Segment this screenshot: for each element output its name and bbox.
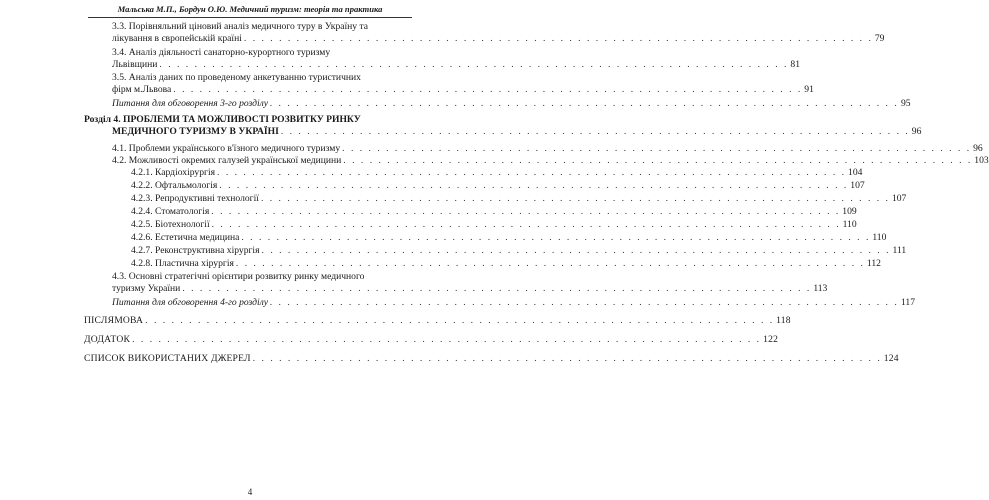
leader-dots: . . . . . . . . . . . . . . . . . . . . . . . . . . . . . . . . . . . . . . . . . . . . . . . . . . . . . . . . . . . . . . . . . . . . . . . .: [270, 98, 899, 109]
page-number: 4: [247, 487, 253, 497]
toc-entry-page: 95: [900, 98, 911, 109]
toc-entry-page: 110: [842, 219, 857, 230]
chapter-title-line2: МЕДИЧНОГО ТУРИЗМУ В УКРАЇНІ: [112, 126, 279, 137]
leader-dots: . . . . . . . . . . . . . . . . . . . . . . . . . . . . . . . . . . . . . . . . . . . . . . . . . . . . . . . . . . . . . . . . . . . . . . . .: [211, 219, 841, 230]
toc-entry-page: 91: [804, 84, 814, 95]
toc-entry-page: 107: [850, 180, 865, 191]
leader-dots: . . . . . . . . . . . . . . . . . . . . . . . . . . . . . . . . . . . . . . . . . . . . . . . . . . . . . . . . . . . . . . . . . . . . . . . .: [243, 33, 873, 44]
toc-entry-title: Питання для обговорення 3-го розділу: [112, 98, 268, 109]
toc-entry-title-line1: 4.3. Основні стратегічні орієнтири розвитку ринку медичного: [112, 271, 365, 282]
leader-dots: . . . . . . . . . . . . . . . . . . . . . . . . . . . . . . . . . . . . . . . . . . . . . . . . . . . . . . . . . . . . . . . . . . . . . . . .: [219, 180, 849, 191]
toc-entry-appendix[interactable]: [84, 333, 779, 346]
toc-entry-title-line2: туризму України: [112, 283, 181, 294]
toc-entry-page: 96: [911, 126, 922, 137]
toc-entry-title: ДОДАТОК: [84, 334, 131, 345]
toc-entry-page: 122: [763, 334, 779, 345]
toc-entry-title-line2: лікування в європейській країні: [112, 33, 242, 44]
leader-dots: . . . . . . . . . . . . . . . . . . . . . . . . . . . . . . . . . . . . . . . . . . . . . . . . . . . . . . . . . . . . . . . . . . . . . . . .: [261, 245, 891, 256]
leader-dots: . . . . . . . . . . . . . . . . . . . . . . . . . . . . . . . . . . . . . . . . . . . . . . . . . . . . . . . . . . . . . . . . . . . . . . . .: [342, 143, 972, 154]
toc-entry-page: 113: [813, 283, 828, 294]
toc-entry-title: 4.2.4. Стоматологія: [131, 206, 210, 217]
toc-entry-4-2-2[interactable]: [84, 179, 865, 192]
leader-dots: . . . . . . . . . . . . . . . . . . . . . . . . . . . . . . . . . . . . . . . . . . . . . . . . . . . . . . . . . . . . . . . . . . . . . . . .: [343, 155, 973, 166]
leader-dots: . . . . . . . . . . . . . . . . . . . . . . . . . . . . . . . . . . . . . . . . . . . . . . . . . . . . . . . . . . . . . . . . . . . . . . . .: [252, 353, 882, 364]
toc-entry-4-2-8[interactable]: [84, 257, 881, 270]
toc-entry-afterword[interactable]: [84, 314, 791, 327]
toc-entry-4-2-4[interactable]: [84, 205, 857, 218]
toc-entry-title: 4.2.1. Кардіохірургія: [131, 167, 216, 178]
leader-dots: . . . . . . . . . . . . . . . . . . . . . . . . . . . . . . . . . . . . . . . . . . . . . . . . . . . . . . . . . . . . . . . . . . . . . . . .: [159, 59, 789, 70]
leader-dots: . . . . . . . . . . . . . . . . . . . . . . . . . . . . . . . . . . . . . . . . . . . . . . . . . . . . . . . . . . . . . . . . . . . . . . . .: [132, 334, 762, 345]
toc-entry-4-3[interactable]: [84, 270, 828, 296]
toc-entry-questions-4[interactable]: [84, 296, 916, 309]
toc-entry-page: 104: [848, 167, 863, 178]
leader-dots: . . . . . . . . . . . . . . . . . . . . . . . . . . . . . . . . . . . . . . . . . . . . . . . . . . . . . . . . . . . . . . . . . . . . . . . .: [211, 206, 841, 217]
toc-entry-page: 118: [776, 315, 791, 326]
leader-dots: . . . . . . . . . . . . . . . . . . . . . . . . . . . . . . . . . . . . . . . . . . . . . . . . . . . . . . . . . . . . . . . . . . . . . . . .: [270, 297, 899, 308]
toc-entry-title-line2: фірм м.Львова: [112, 84, 172, 95]
toc-entry-questions-3[interactable]: [84, 97, 911, 110]
toc-entry-page: 96: [973, 143, 983, 154]
toc-entry-3-3[interactable]: [84, 20, 885, 46]
toc-entry-page: 79: [874, 33, 885, 44]
toc-entry-title: 4.2.8. Пластична хірургія: [131, 258, 234, 269]
toc-entry-page: 110: [872, 232, 887, 243]
toc-entry-references[interactable]: [84, 352, 899, 365]
toc-entry-page: 103: [974, 155, 989, 166]
leader-dots: . . . . . . . . . . . . . . . . . . . . . . . . . . . . . . . . . . . . . . . . . . . . . . . . . . . . . . . . . . . . . . . . . . . . . . . .: [241, 232, 871, 243]
toc-entry-title-line1: 3.4. Аналіз діяльності санаторно-курортного туризму: [112, 47, 331, 58]
toc-entry-page: 117: [900, 297, 916, 308]
chapter-title-line1: Розділ 4. ПРОБЛЕМИ ТА МОЖЛИВОСТІ РОЗВИТКУ РИНКУ: [84, 114, 361, 125]
toc-entry-title: 4.2.2. Офтальмологія: [131, 180, 218, 191]
leader-dots: . . . . . . . . . . . . . . . . . . . . . . . . . . . . . . . . . . . . . . . . . . . . . . . . . . . . . . . . . . . . . . . . . . . . . . . .: [145, 315, 775, 326]
leader-dots: . . . . . . . . . . . . . . . . . . . . . . . . . . . . . . . . . . . . . . . . . . . . . . . . . . . . . . . . . . . . . . . . . . . . . . . .: [280, 126, 910, 137]
toc-entry-4-2-5[interactable]: [84, 218, 857, 231]
toc-entry-page: 107: [891, 193, 907, 204]
toc-entry-title: 4.2.3. Репродуктивні технології: [131, 193, 259, 204]
toc-entry-page: 124: [883, 353, 899, 364]
toc-chapter-4[interactable]: [84, 113, 922, 139]
toc-entry-4-2-3[interactable]: [84, 192, 907, 205]
toc-entry-page: 111: [892, 245, 907, 256]
toc-entry-title: Питання для обговорення 4-го розділу: [112, 297, 268, 308]
toc-entry-4-2-1[interactable]: [84, 166, 863, 179]
leader-dots: . . . . . . . . . . . . . . . . . . . . . . . . . . . . . . . . . . . . . . . . . . . . . . . . . . . . . . . . . . . . . . . . . . . . . . . .: [173, 84, 803, 95]
toc-entry-4-2-6[interactable]: [84, 231, 887, 244]
leader-dots: . . . . . . . . . . . . . . . . . . . . . . . . . . . . . . . . . . . . . . . . . . . . . . . . . . . . . . . . . . . . . . . . . . . . . . . .: [217, 167, 847, 178]
toc-entry-title-line1: 3.3. Порівняльний ціновий аналіз медичного туру в Україну та: [112, 21, 369, 32]
toc-entry-page: 112: [866, 258, 881, 269]
toc-entry-title: 4.1. Проблеми українського в'їзного медичного туризму: [112, 143, 341, 154]
toc-entry-title: 4.2. Можливості окремих галузей української медицини: [112, 155, 342, 166]
leader-dots: . . . . . . . . . . . . . . . . . . . . . . . . . . . . . . . . . . . . . . . . . . . . . . . . . . . . . . . . . . . . . . . . . . . . . . . .: [235, 258, 865, 269]
toc-entry-title: 4.2.7. Реконструктивна хірургія: [131, 245, 260, 256]
toc-entry-page: 109: [842, 206, 857, 217]
toc-entry-3-4[interactable]: [84, 46, 800, 72]
toc-entry-title-line1: 3.5. Аналіз даних по проведеному анкетуванню туристичних: [112, 72, 361, 83]
toc-entry-title: СПИСОК ВИКОРИСТАНИХ ДЖЕРЕЛ: [84, 353, 251, 364]
toc-entry-title: 4.2.6. Естетична медицина: [131, 232, 240, 243]
running-header: Мальська М.П., Бордун О.Ю. Медичний туризм: теорія та практика: [88, 3, 412, 18]
toc-entry-title-line2: Львівщини: [112, 59, 158, 70]
leader-dots: . . . . . . . . . . . . . . . . . . . . . . . . . . . . . . . . . . . . . . . . . . . . . . . . . . . . . . . . . . . . . . . . . . . . . . . .: [260, 193, 890, 204]
toc-entry-title: 4.2.5. Біотехнології: [131, 219, 210, 230]
toc-entry-3-5[interactable]: [84, 71, 814, 97]
toc-entry-page: 81: [790, 59, 800, 70]
leader-dots: . . . . . . . . . . . . . . . . . . . . . . . . . . . . . . . . . . . . . . . . . . . . . . . . . . . . . . . . . . . . . . . . . . . . . . . .: [182, 283, 812, 294]
toc-entry-4-2-7[interactable]: [84, 244, 907, 257]
toc-entry-title: ПІСЛЯМОВА: [84, 315, 144, 326]
